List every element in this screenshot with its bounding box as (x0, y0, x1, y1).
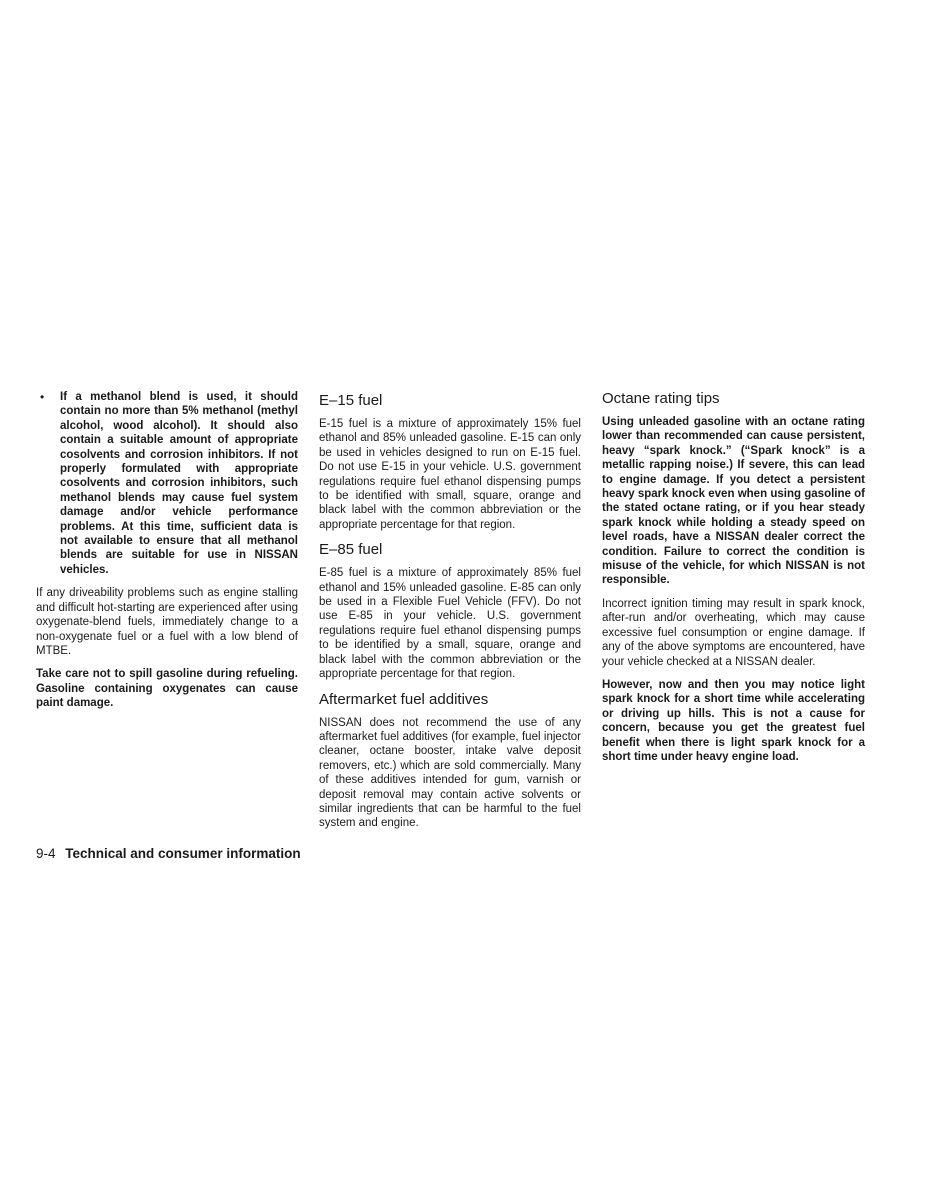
middle-column (319, 390, 581, 840)
e85-paragraph: E-85 fuel is a mixture of approximately 85% fuel ethanol and 15% unleaded gasoline. E-85 can only be used in a Flexible Fuel Vehicle (FFV). Do not use E-85 in your vehicle. U.S. government regulations require fuel ethanol dispensing pumps to be identified by a small, square, orange and black label with the common abbreviation or the appropriate percentage for that region. (319, 567, 581, 681)
e15-paragraph: E-15 fuel is a mixture of approximately 15% fuel ethanol and 85% unleaded gasoline. E-15 can only be used in vehicles designed to run on E-15 fuel. Do not use E-15 in your vehicle. U.S. government regulations require fuel ethanol dispensing pumps to be identified with small, square, orange and black label with the common abbreviation or the appropriate percentage for that region. (319, 418, 581, 531)
page-number: 9-4 (36, 846, 56, 861)
light-knock-paragraph: However, now and then you may notice light spark knock for a short time while accelerating or driving up hills. This is not a cause for concern, because you get the greatest fuel benefit when there is light spark knock for a short time under heavy engine load. (602, 678, 865, 763)
e15-heading: E–15 fuel (319, 392, 383, 409)
additives-paragraph: NISSAN does not recommend the use of any aftermarket fuel additives (for example, fuel injector cleaner, octane booster, intake valve deposit removers, etc.) which are sold commercially. Many of these additives intended for gum, varnish or deposit removal may contain active solvents or similar ingredients that can be harmful to the fuel system and engine. (319, 716, 581, 830)
ignition-timing-paragraph: Incorrect ignition timing may result in spark knock, after-run and/or overheating, which may cause excessive fuel consumption or engine damage. If any of the above symptoms are encountered, have your vehicle checked at a NISSAN dealer. (602, 597, 865, 668)
spill-caution-paragraph: Take care not to spill gasoline during refueling. Gasoline containing oxygenates can cause paint damage. (36, 668, 298, 710)
spark-knock-warning-paragraph: Using unleaded gasoline with an octane rating lower than recommended can cause persistent, heavy “spark knock.” (“Spark knock” is a metallic rapping noise.) If severe, this can lead to engine damage. If you detect a persistent heavy spark knock even when using gasoline of the stated octane rating, or if you hear steady spark knock while holding a steady speed on level roads, have a NISSAN dealer correct the condition. Failure to correct the condition is misuse of the vehicle, for which NISSAN is not responsible. (602, 416, 865, 587)
left-column (36, 390, 298, 720)
right-column (602, 390, 865, 773)
octane-heading: Octane rating tips (602, 390, 720, 407)
page-footer (36, 846, 301, 862)
methanol-bullet-item (36, 390, 298, 577)
section-title: Technical and consumer information (65, 846, 301, 861)
methanol-warning-text: If a methanol blend is used, it should contain no more than 5% methanol (methyl alcohol, wood alcohol). It should also contain a suitable amount of appropriate cosolvents and corrosion inhibitors. If not properly formulated with appropriate cosolvents and corrosion inhibitors, such methanol blends may cause fuel system damage and/or vehicle performance problems. At this time, sufficient data is not available to ensure that all methanol blends are suitable for use in NISSAN vehicles. (60, 391, 298, 576)
e85-heading: E–85 fuel (319, 541, 383, 559)
bullet-icon: • (40, 390, 45, 404)
additives-heading: Aftermarket fuel additives (319, 690, 489, 708)
driveability-paragraph: If any driveability problems such as engine stalling and difficult hot-starting are experienced after using oxygenate-blend fuels, immediately change to a non-oxygenate fuel or a fuel with a low blend of MTBE. (36, 587, 298, 657)
